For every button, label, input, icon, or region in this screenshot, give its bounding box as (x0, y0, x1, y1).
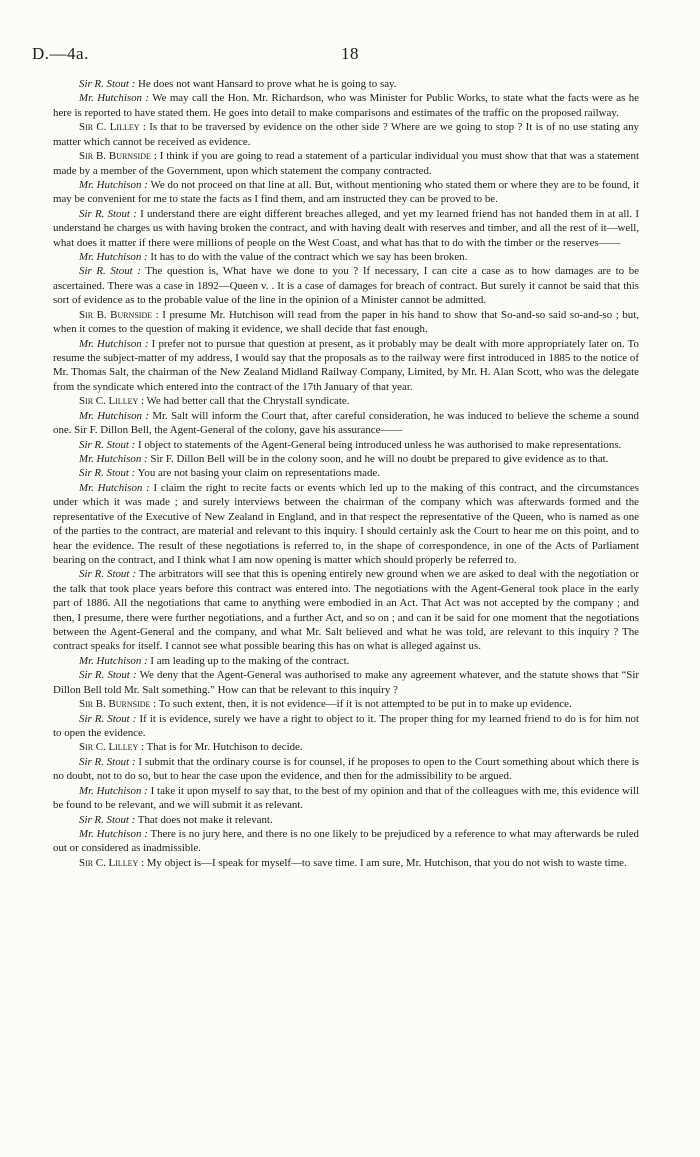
transcript-paragraph (53, 452, 639, 466)
speaker-name: Sir C. Lilley : (79, 741, 144, 754)
transcript-paragraph (53, 697, 639, 711)
speaker-name: Sir R. Stout : (79, 78, 136, 90)
transcript-paragraph (53, 409, 639, 438)
speech-text: I take it upon myself to say that, to the best of my opinion and that of the colleagues with me, this evidence will be found to be relevant, and we will submit it as relevant. (53, 784, 639, 812)
speech-text: Sir F. Dillon Bell will be in the colony soon, and he will no doubt be prepared to give evidence as to that. (147, 452, 609, 465)
transcript-paragraph (53, 394, 639, 408)
speech-text: We may call the Hon. Mr. Richardson, who was Minister for Public Works, to state what the facts were as he here is reported to have stated them. He goes into detail to make comparisons and estimates of the traffic on the proposed railway. (53, 92, 639, 119)
speech-text: My object is—I speak for myself—to save time. I am sure, Mr. Hutchison, that you do not wish to waste time. (144, 856, 627, 869)
speaker-name: Sir R. Stout : (79, 813, 136, 826)
speech-text: I object to statements of the Agent-General being introduced unless he was authorised to make representations. (135, 438, 622, 451)
speech-text: The arbitrators will see that this is opening entirely new ground when we are asked to deal with the negotiation or the talk that took place years before this contract was entered into. The negotiations with the Agent-General took place in the early part of 1886. All the negotiations that came to anything were embodied in an Act. That Act was not accepted by the company ; and then, I presume, there were further negotiations, and a further Act, and so on ; and can it be said for one moment that the negotiations between the Agent-General and the company, and what Mr. Salt believed and what he was told, are relevant to this inquiry ? The contract speaks for itself. I cannot see what possible bearing this has on what is alleged against us. (53, 568, 639, 653)
speech-text: That is for Mr. Hutchison to decide. (144, 741, 303, 754)
speech-text: If it is evidence, surely we have a right to object to it. The proper thing for my learned friend to do is for him not to open the evidence. (53, 712, 639, 739)
speaker-name: Sir R. Stout : (79, 265, 141, 278)
speaker-name: Sir R. Stout : (79, 755, 136, 768)
speaker-name: Sir R. Stout : (79, 669, 137, 682)
transcript-paragraph (53, 567, 639, 654)
speaker-name: Mr. Hutchison : (79, 178, 148, 191)
transcript-paragraph (53, 77, 639, 91)
speaker-name: Mr. Hutchison : (79, 654, 148, 667)
speech-text: I claim the right to recite facts or events which led up to the making of this contract, and the circumstances under which it was made ; and surely interviews between the chairman of the company which was afterwards formed and the representative of the Executive of New Zealand in England, and in that respect the representative of the Queen, who is named as one of the parties to the contract, are material and relevant to this inquiry. I should certainly ask the Court to hear me on this point, and to hear the evidence. The result of these negotiations is referred to, in the shape of correspondence, in one of the Acts of Parliament bearing on the contract, and I think what I am now opening is matter which should properly be referred to. (53, 481, 639, 566)
speaker-name: Sir C. Lilley : (79, 395, 144, 408)
speech-text: I submit that the ordinary course is for counsel, if he proposes to open to the Court something about which there is no doubt, not to do so, but to hear the case upon the evidence, and then for the admissibility to be argued. (53, 755, 639, 783)
speaker-name: Sir R. Stout : (79, 568, 136, 581)
speech-text: I think if you are going to read a statement of a particular individual you must show that that was a statement made by a member of the Government, upon which statement the company contracted. (53, 150, 639, 177)
speaker-name: Mr. Hutchison : (79, 251, 148, 264)
speech-text: It has to do with the value of the contract which we say has been broken. (147, 251, 468, 264)
speaker-name: Sir C. Lilley : (79, 121, 146, 134)
transcript-paragraph (53, 784, 639, 813)
transcript-paragraph (53, 654, 639, 668)
transcript-paragraph (53, 178, 639, 207)
transcript-paragraph (53, 755, 639, 784)
speech-text: That does not make it relevant. (135, 813, 273, 826)
document-reference: D.—4a. (32, 44, 89, 63)
transcript-paragraph (53, 308, 639, 337)
speaker-name: Sir R. Stout : (79, 467, 136, 480)
transcript-paragraph (53, 207, 639, 250)
transcript-paragraph (53, 668, 639, 697)
speaker-name: Mr. Hutchison : (79, 337, 149, 350)
transcript-paragraph (53, 481, 639, 568)
page-header (30, 44, 670, 66)
speech-text: We do not proceed on that line at all. But, without mentioning who stated them or where they are to be found, it may be convenient for me to state the facts as I find them, and am instructed they can be proved to be. (53, 178, 640, 206)
speaker-name: Mr. Hutchison : (79, 784, 148, 797)
transcript-paragraph (53, 149, 639, 178)
speech-text: The question is, What have we done to you ? If necessary, I can cite a case as to how damages are to be ascertained. There was a case in 1892—Queen v. . It is a case of damages for breach of contract. But surely it cannot be said that this sort of evidence as to the probable value of the line in the opinion of a Minister cannot be admitted. (53, 265, 639, 307)
transcript-paragraph (53, 337, 639, 395)
speech-text: To such extent, then, it is not evidence—if it is not attempted to be put in to make up evidence. (156, 698, 572, 711)
page-number: 18 (341, 44, 359, 63)
transcript-paragraph (53, 438, 639, 452)
speech-text: He does not want Hansard to prove what he is going to say. (135, 78, 397, 90)
speech-text: We deny that the Agent-General was authorised to make any agreement whatever, and the statute shows that “Sir Dillon Bell told Mr. Salt something.” How can that be relevant to this inquiry ? (53, 669, 639, 696)
transcript-paragraph (53, 712, 639, 741)
speech-text: I prefer not to pursue that question at present, as it probably may be dealt with more appropriately later on. To resume the subject-matter of my address, I would say that the proposals as to the railway were first introduced in 1885 to the notice of Mr. Thomas Salt, the chairman of the New Zealand Midland Railway Company, Limited, by Mr. H. Alan Scott, who was the delegate from the syndicate which entered into the contract of the 17th January of that year. (53, 337, 639, 393)
speaker-name: Mr. Hutchison : (79, 827, 148, 840)
speaker-name: Mr. Hutchison : (79, 452, 148, 465)
transcript-paragraph (53, 91, 639, 120)
speaker-name: Sir R. Stout : (79, 712, 137, 725)
speaker-name: Sir R. Stout : (79, 438, 136, 451)
speaker-name: Sir B. Burnside : (79, 150, 157, 163)
speech-text: You are not basing your claim on representations made. (135, 467, 380, 480)
speech-text: Mr. Salt will inform the Court that, after careful consideration, he was induced to believe the scheme a sound one. Sir F. Dillon Bell, the Agent-General of the colony, gave his assurance—— (53, 409, 639, 437)
transcript-paragraph (53, 856, 639, 870)
transcript-paragraph (53, 827, 639, 856)
speaker-name: Mr. Hutchison : (79, 481, 150, 494)
transcript-body (53, 77, 639, 870)
speech-text: We had better call that the Chrystall syndicate. (144, 395, 350, 408)
speech-text: I am leading up to the making of the contract. (147, 654, 350, 667)
transcript-paragraph (53, 466, 639, 480)
transcript-paragraph (53, 740, 639, 754)
transcript-paragraph (53, 250, 639, 264)
speaker-name: Sir R. Stout : (79, 207, 137, 220)
speech-text: There is no jury here, and there is no one likely to be prejudiced by a reference to what may afterwards be ruled out or considered as inadmissible. (53, 827, 639, 855)
transcript-paragraph (53, 264, 639, 307)
speaker-name: Mr. Hutchison : (79, 409, 149, 422)
speaker-name: Sir B. Burnside : (79, 308, 159, 321)
speech-text: I presume Mr. Hutchison will read from the paper in his hand to show that So-and-so said so-and-so ; but, when it comes to the question of making it evidence, we shall decide that fast enough. (53, 308, 639, 336)
speech-text: Is that to be traversed by evidence on the other side ? Where are we going to stop ? It is of no use stating any matter which cannot be received as evidence. (53, 121, 639, 148)
speech-text: I understand there are eight different breaches alleged, and yet my learned friend has not handed them in at all. I understand he charges us with having broken the contract, and with having dealt with reserves and timber, and all the rest of it—well, what does it matter if there were millions of people on the West Coast, and what has that to do with the timber or the reserves—— (53, 207, 639, 249)
speaker-name: Sir B. Burnside : (79, 698, 157, 711)
transcript-paragraph (53, 813, 639, 827)
transcript-paragraph (53, 120, 639, 149)
speaker-name: Mr. Hutchison : (79, 92, 149, 105)
speaker-name: Sir C. Lilley : (79, 856, 144, 869)
